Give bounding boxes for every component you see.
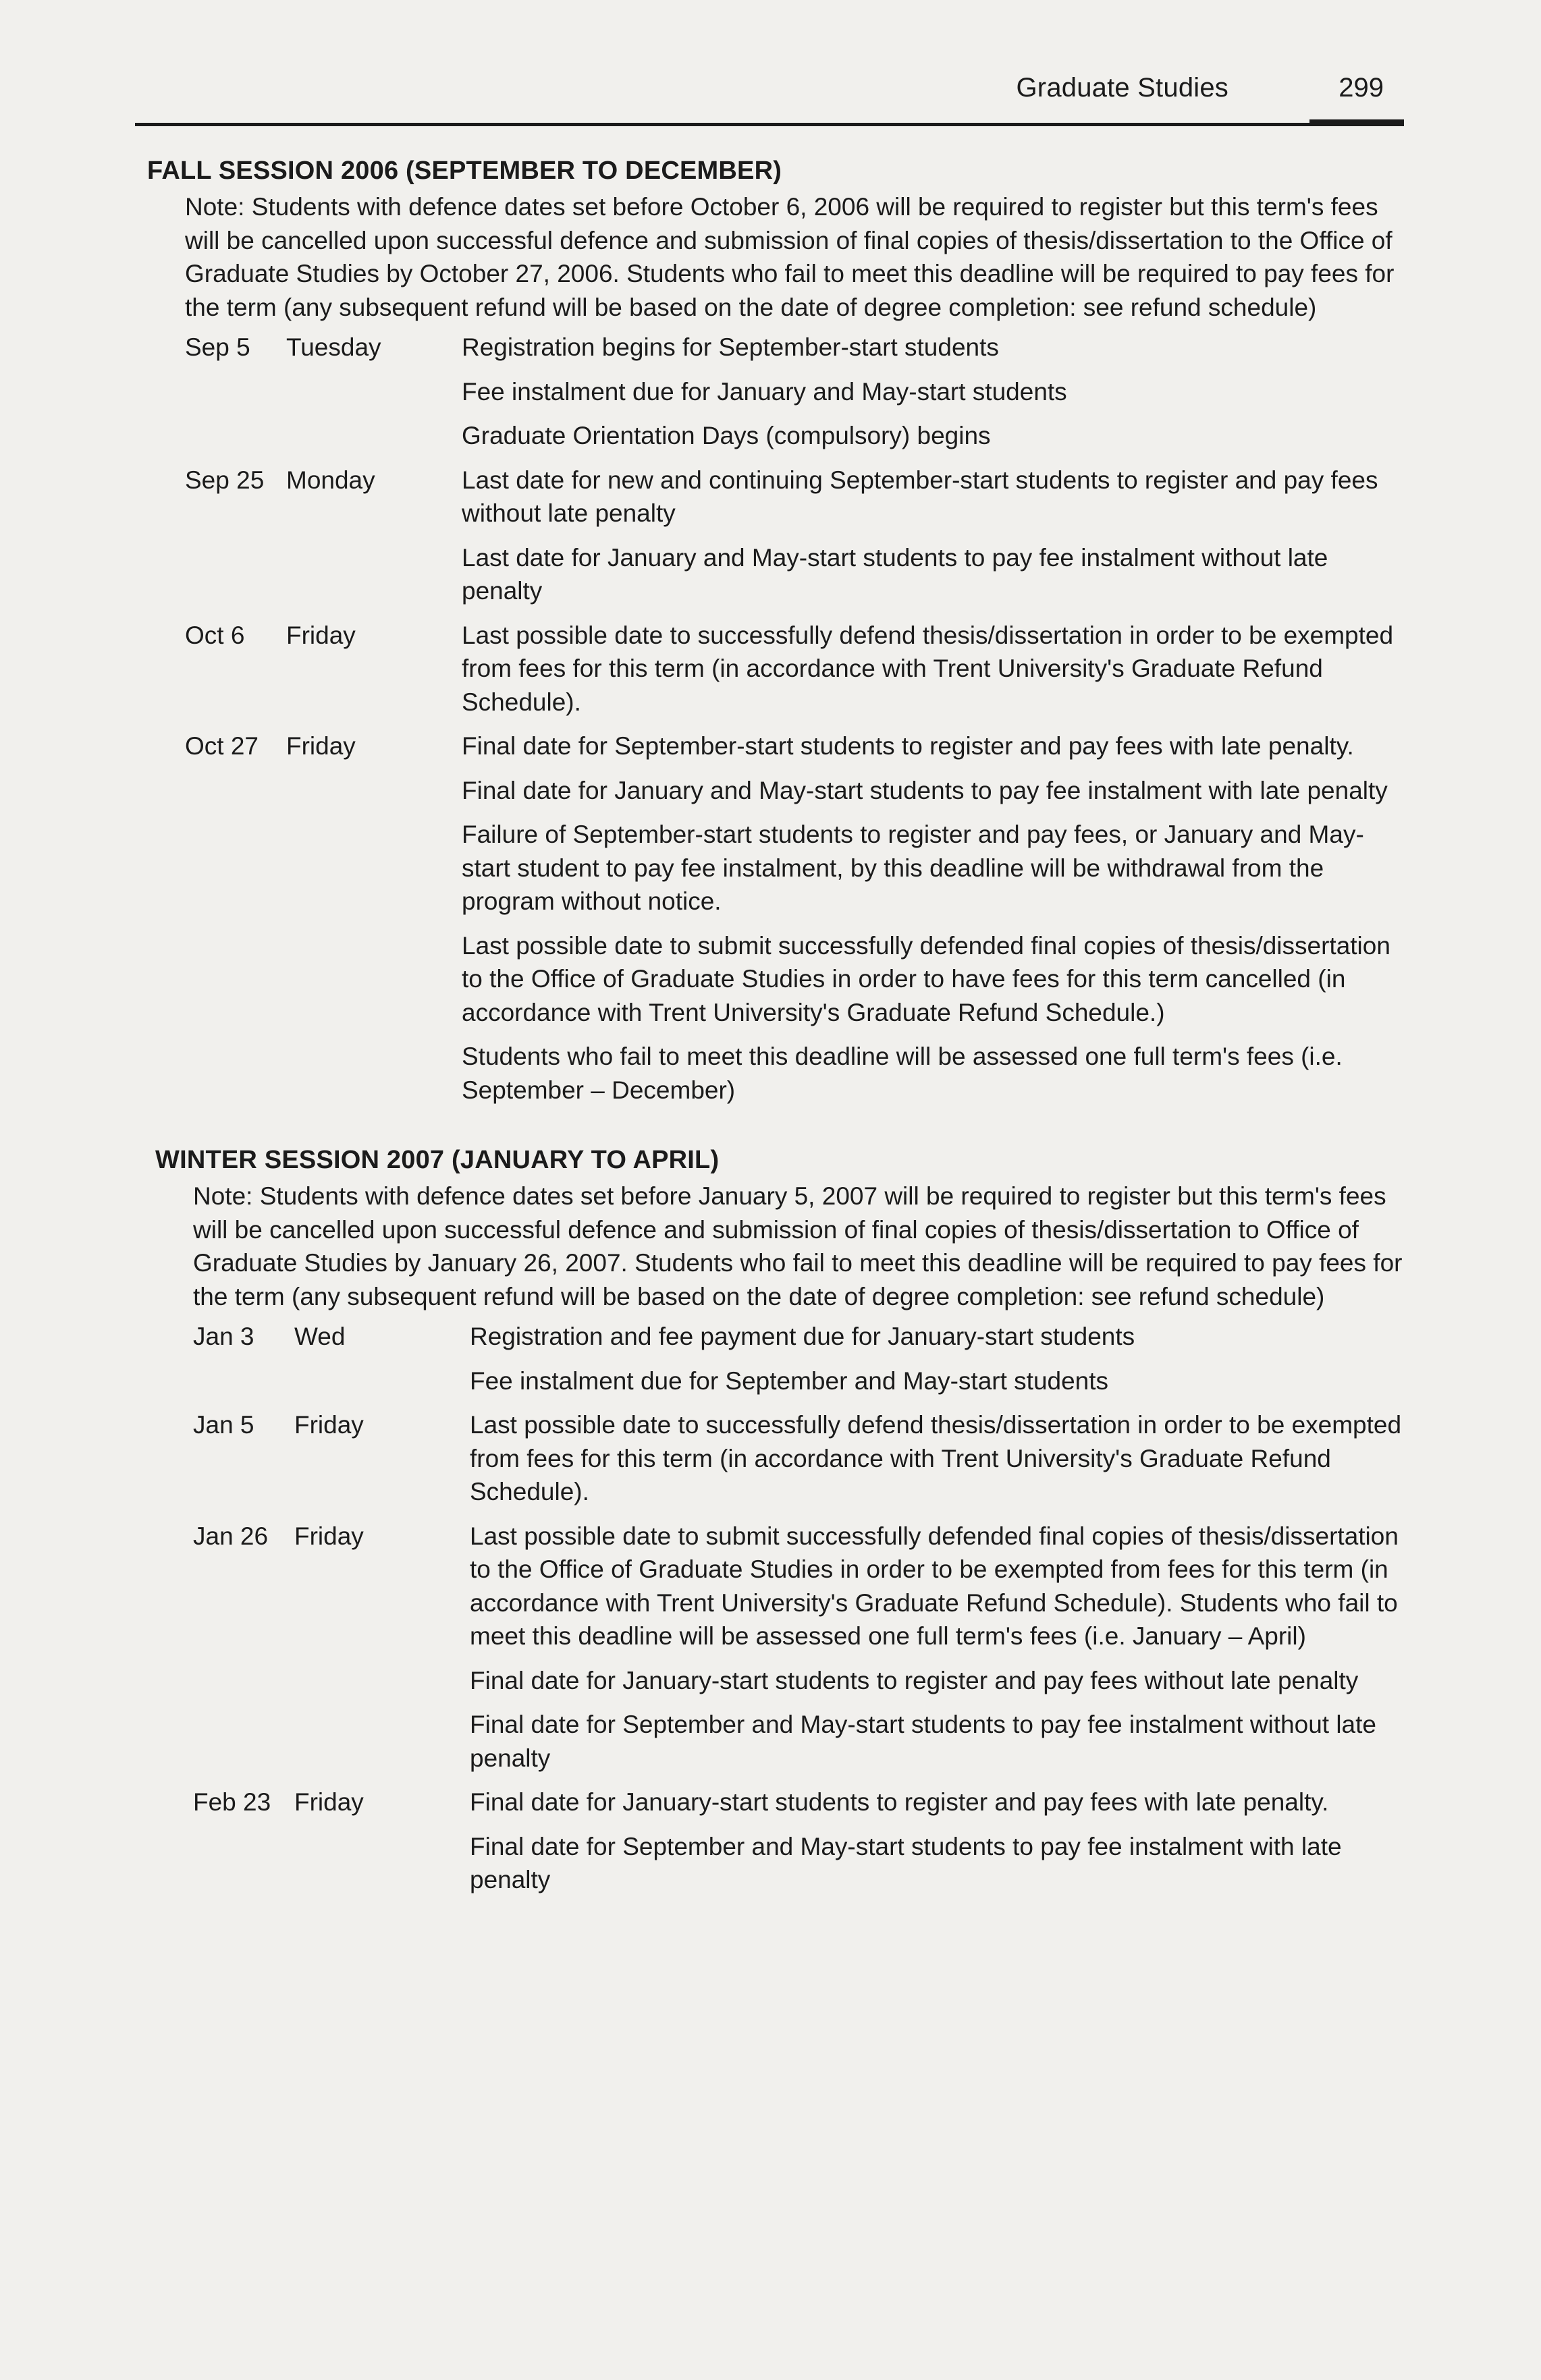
- event-text: Graduate Orientation Days (compulsory) begins: [462, 422, 991, 449]
- event-text: Final date for January-start students to register and pay fees without late penalty: [470, 1666, 1359, 1694]
- entry-date: [185, 464, 462, 497]
- header-title: Graduate Studies: [1016, 73, 1228, 103]
- day-label: Tuesday: [286, 333, 381, 361]
- session-title: FALL SESSION 2006 (SEPTEMBER TO DECEMBER): [147, 157, 782, 185]
- date-label: Jan 3: [193, 1323, 254, 1350]
- entry-events: [462, 331, 1407, 464]
- entry-date: [185, 729, 462, 763]
- session-note: Note: Students with defence dates set before January 5, 2007 will be required to register but this term's fees will be cancelled upon successful defence and submission of final copies of thesis/dissertation to Office of Graduate Studies by January 26, 2007. Students who fail to meet this deadline will be required to pay fees for the term (any subsequent refund will be based on the date of degree completion: see refund schedule): [193, 1182, 1403, 1310]
- day-label: Friday: [294, 1522, 364, 1550]
- day-label: Friday: [294, 1788, 364, 1816]
- date-label: Feb 23: [193, 1788, 271, 1816]
- winter-session-2007: [155, 1144, 1416, 1908]
- schedule-entry: [193, 1320, 1416, 1408]
- date-label: Oct 6: [185, 621, 245, 649]
- session-note: Note: Students with defence dates set before October 6, 2006 will be required to register but this term's fees will be cancelled upon successful defence and submission of final copies of thesis/dissertation to the Office of Graduate Studies by October 27, 2006. Students who fail to meet this deadline will be required to pay fees for the term (any subsequent refund will be based on the date of degree completion: see refund schedule): [185, 193, 1395, 321]
- event-text: Final date for September-start students to register and pay fees with late penalty.: [462, 732, 1354, 760]
- event-text: Students who fail to meet this deadline will be assessed one full term's fees (i.e. September – December): [462, 1043, 1343, 1104]
- entry-events: [470, 1786, 1415, 1908]
- entry-events: [462, 619, 1407, 730]
- entry-date: [185, 331, 462, 364]
- fall-session-2006: [147, 155, 1416, 1117]
- event-text: Last possible date to submit successfully defended final copies of thesis/dissertation to the Office of Graduate Studies in order to be exempted from fees for this term (in accordance with Trent University's Graduate Refund Schedule). Students who fail to meet this deadline will be assessed one full term's fees (i.e. January – April): [470, 1522, 1399, 1650]
- page-content: [147, 155, 1416, 1935]
- date-label: Sep 5: [185, 333, 250, 361]
- running-header: [135, 61, 1404, 126]
- entry-date: [193, 1408, 470, 1442]
- day-label: Wed: [294, 1323, 346, 1350]
- entry-events: [462, 464, 1407, 619]
- session-title: WINTER SESSION 2007 (JANUARY TO APRIL): [155, 1146, 720, 1174]
- event-text: Final date for January and May-start students to pay fee instalment with late penalty: [462, 776, 1388, 804]
- event-text: Last date for January and May-start students to pay fee instalment without late penalty: [462, 543, 1328, 605]
- day-label: Friday: [286, 732, 356, 760]
- schedule-entry: [193, 1786, 1416, 1908]
- event-text: Last possible date to successfully defend thesis/dissertation in order to be exempted from fees for this term (in accordance with Trent University's Graduate Refund Schedule).: [462, 621, 1394, 716]
- entry-events: [470, 1320, 1415, 1408]
- entry-date: [193, 1786, 470, 1819]
- date-label: Jan 5: [193, 1411, 254, 1439]
- event-text: Final date for September and May-start students to pay fee instalment with late penalty: [470, 1832, 1342, 1893]
- schedule-entry: [185, 464, 1416, 619]
- date-label: Oct 27: [185, 732, 259, 760]
- page-number: 299: [1339, 73, 1384, 103]
- event-text: Registration begins for September-start students: [462, 333, 999, 361]
- event-text: Fee instalment due for January and May-start students: [462, 377, 1067, 406]
- event-text: Last possible date to submit successfully defended final copies of thesis/dissertation to the Office of Graduate Studies in order to have fees for this term cancelled (in accordance with Trent University's Graduate Refund Schedule.): [462, 931, 1390, 1026]
- day-label: Friday: [294, 1411, 364, 1439]
- date-label: Sep 25: [185, 466, 265, 494]
- day-label: Friday: [286, 621, 356, 649]
- schedule-entry: [193, 1408, 1416, 1520]
- event-text: Registration and fee payment due for January-start students: [470, 1323, 1135, 1350]
- event-text: Last possible date to successfully defend thesis/dissertation in order to be exempted from fees for this term (in accordance with Trent University's Graduate Refund Schedule).: [470, 1411, 1402, 1505]
- entry-events: [470, 1520, 1415, 1786]
- schedule-entry: [185, 331, 1416, 464]
- event-text: Fee instalment due for September and May-start students: [470, 1366, 1109, 1395]
- entry-events: [462, 729, 1407, 1117]
- schedule-entry: [185, 619, 1416, 730]
- day-label: Monday: [286, 466, 375, 494]
- event-text: Last date for new and continuing September-start students to register and pay fees without late penalty: [462, 466, 1378, 527]
- entry-date: [193, 1520, 470, 1553]
- schedule-entry: [193, 1520, 1416, 1786]
- entry-date: [193, 1320, 470, 1354]
- event-text: Final date for September and May-start students to pay fee instalment without late penalty: [470, 1711, 1376, 1772]
- event-text: Failure of September-start students to register and pay fees, or January and May-start student to pay fee instalment, by this deadline will be withdrawal from the program without notice.: [462, 821, 1364, 915]
- schedule-entry: [185, 729, 1416, 1117]
- entry-events: [470, 1408, 1415, 1520]
- header-rule-accent: [1309, 119, 1404, 126]
- date-label: Jan 26: [193, 1522, 269, 1550]
- entry-date: [185, 619, 462, 653]
- event-text: Final date for January-start students to register and pay fees with late penalty.: [470, 1788, 1329, 1816]
